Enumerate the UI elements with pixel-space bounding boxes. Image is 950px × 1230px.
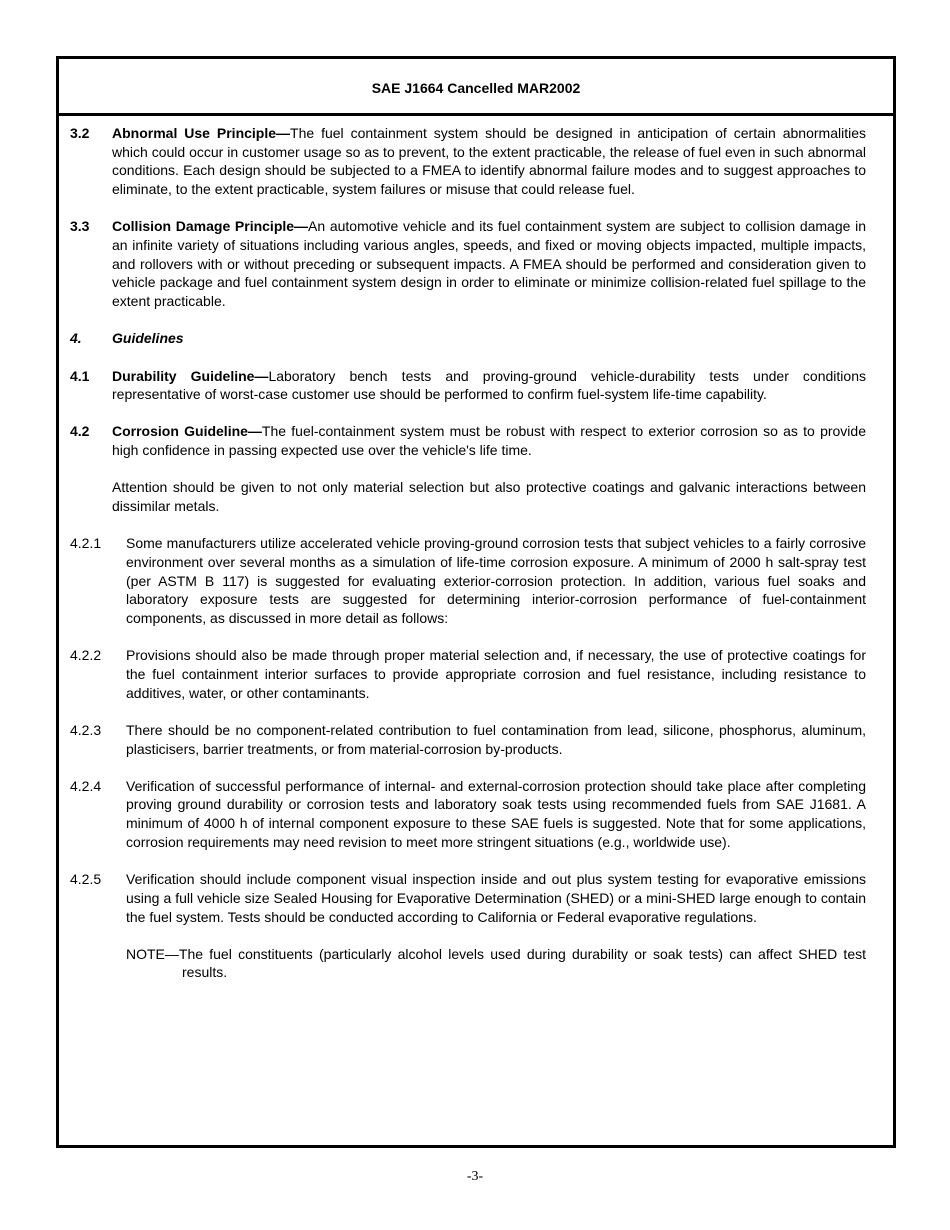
- section-number: 4.2.2: [70, 647, 102, 664]
- section-4-2-followup: Attention should be given to not only material selection but also protective coatings and galvanic interactions between dissimilar metals.: [112, 479, 866, 515]
- section-text: There should be no component-related contribution to fuel contamination from lead, silicone, phosphorus, aluminum, plasticisers, barrier treatments, or from material-corrosion by-products.: [126, 721, 866, 757]
- document-body: [70, 124, 866, 982]
- section-text: Laboratory bench tests and proving-ground vehicle-durability tests under conditions representative of worst-case customer use should be performed to confirm fuel-system life-time capability.: [112, 367, 866, 403]
- section-number: 4.2.4: [70, 777, 102, 794]
- section-heading: Durability Guideline—: [112, 367, 269, 384]
- section-text: Some manufacturers utilize accelerated vehicle proving-ground corrosion tests that subject vehicles to a fairly corrosive environment over several months as a simulation of life-time corrosion exposure. A minimum of 2000 h salt-spray test (per ASTM B 117) is suggested for evaluating exterior-corrosion protection. In addition, various fuel soaks and laboratory exposure tests are suggested for determining interior-corrosion performance of fuel-containment components, as discussed in more detail as follows:: [126, 535, 866, 627]
- section-text: Verification should include component visual inspection inside and out plus system testing for evaporative emissions using a full vehicle size Sealed Housing for Evaporative Determination (SHED) or a mini-SHED large enough to contain the fuel system. Tests should be conducted according to California or Federal evaporative regulations.: [126, 871, 866, 925]
- section-heading: Corrosion Guideline—: [112, 423, 262, 440]
- section-4: [70, 329, 866, 348]
- section-number: 4.2.5: [70, 871, 102, 888]
- section-4-2-4: [70, 777, 866, 852]
- section-number: 3.2: [70, 125, 90, 141]
- section-heading: Collision Damage Principle—: [112, 218, 309, 235]
- section-number: 4.2.1: [70, 535, 102, 552]
- document-header: [59, 59, 893, 116]
- document-title: SAE J1664 Cancelled MAR2002: [371, 80, 581, 96]
- section-number: 4.: [70, 330, 82, 347]
- section-text: Verification of successful performance of internal- and external-corrosion protection should take place after completing proving ground durability or corrosion tests and laboratory soak tests using recommended fuels from SAE J1681. A minimum of 4000 h of internal component exposure to these SAE fuels is suggested. Note that for some applications, corrosion requirements may need revision to meet more stringent situations (e.g., worldwide use).: [126, 777, 866, 850]
- section-text: An automotive vehicle and its fuel containment system are subject to collision damage in an infinite variety of situations including various angles, speeds, and fixed or moving objects impacted, multiple impacts, and rollovers with or without preceding or subsequent impacts. A FMEA should be performed and consideration given to vehicle package and fuel containment system design in order to eliminate or minimize collision-related fuel spillage to the extent practicable.: [112, 218, 866, 310]
- section-number: 4.2.3: [70, 721, 102, 738]
- section-text: The fuel containment system should be designed in anticipation of certain abnormalities which could occur in customer usage so as to prevent, to the extent practicable, the release of fuel even in such abnormal conditions. Each design should be subjected to a FMEA to identify abnormal failure modes and to suggest approaches to eliminate, to the extent practicable, system failures or misuse that could release fuel.: [112, 125, 866, 198]
- section-number: 4.1: [70, 367, 90, 384]
- section-3-2: [70, 124, 866, 199]
- section-number: 4.2: [70, 423, 90, 440]
- section-4-2-1: [70, 534, 866, 628]
- section-text: Provisions should also be made through proper material selection and, if necessary, the use of protective coatings for the fuel containment interior surfaces to provide appropriate corrosion and fuel resistance, including resistance to additives, water, or other contaminants.: [126, 647, 866, 701]
- section-heading: Guidelines: [112, 330, 184, 347]
- section-text: The fuel-containment system must be robust with respect to exterior corrosion so as to provide high confidence in passing expected use over the vehicle's life time.: [112, 423, 866, 459]
- section-4-1: [70, 367, 866, 404]
- section-4-2-2: [70, 646, 866, 702]
- section-4-2-3: [70, 721, 866, 758]
- section-3-3: [70, 217, 866, 311]
- section-heading: Abnormal Use Principle—: [112, 125, 291, 141]
- section-number: 3.3: [70, 218, 90, 235]
- section-4-2-5: [70, 870, 866, 926]
- page-number: -3-: [466, 1169, 484, 1184]
- section-4-2: [70, 422, 866, 459]
- note: NOTE—The fuel constituents (particularly alcohol levels used during durability or soak tests) can affect SHED test results.: [126, 945, 866, 981]
